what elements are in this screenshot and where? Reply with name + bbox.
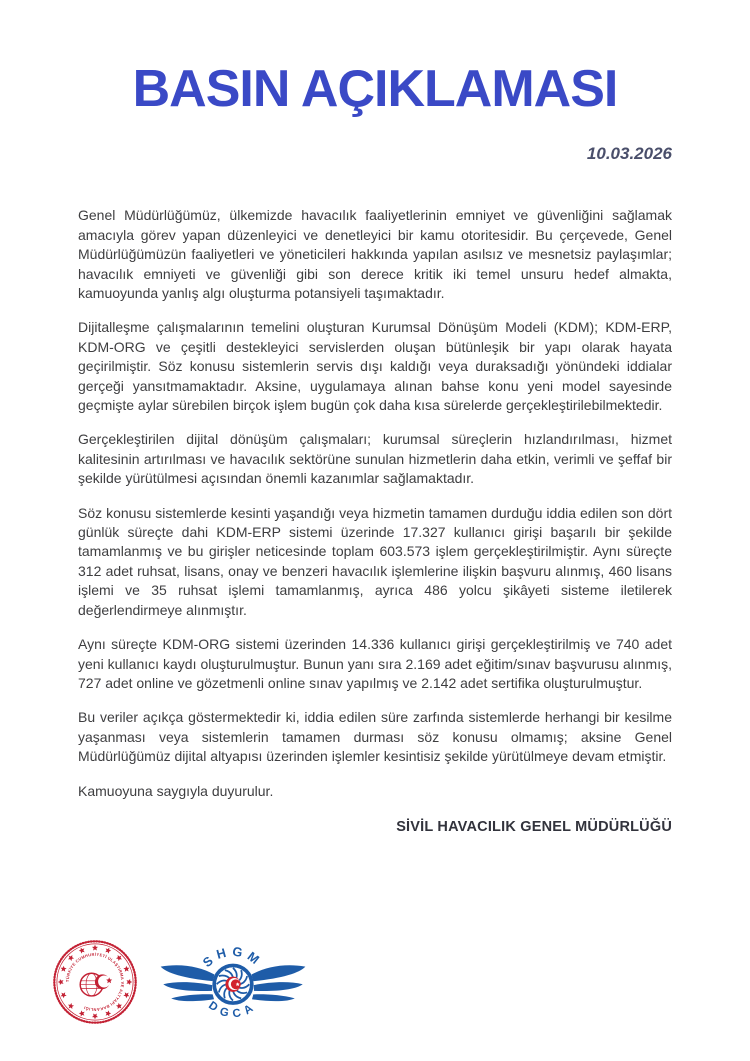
body-text (78, 206, 672, 801)
shgm-dgca-logo-icon (158, 940, 308, 1025)
seal-globe-crescent (80, 973, 112, 996)
paragraph-2: Dijitalleşme çalışmalarının temelini oluşturan Kurumsal Dönüşüm Modeli (KDM); KDM-ERP, KDM-ORG ve çeşitli destekleyici servislerden oluşan bütünleşik bir yapı olarak hayata geçirilmiştir. Söz konusu sistemlerin servis dışı kaldığı veya duraksadığı yönündeki iddialar gerçeği yansıtmamaktadır. Aksine, uygulamaya alınan bahse konu yeni model sayesinde geçmişte aylar sürebilen birçok işlem bugün çok daha kısa sürelerde gerçekleştirilebilmektedir. (78, 319, 672, 414)
wing-left (161, 965, 215, 1001)
paragraph-6: Bu veriler açıkça göstermektedir ki, iddia edilen süre zarfında sistemlerde herhangi bir kesilme yaşanması veya sistemlerin tamamen durması söz konusu olmamış; aksine Genel Müdürlüğümüz dijital altyapısı üzerinden işlemler kesintisiz şekilde yürütülmeye devam etmiştir. (78, 709, 672, 765)
paragraph-3: Gerçekleştirilen dijital dönüşüm çalışmaları; kurumsal süreçlerin hızlandırılması, hizmet kalitesinin artırılması ve havacılık sektörüne sunulan hizmetlerin daha etkin, verimli ve şeffaf bir şekilde yürütülmesi açısından önemli kazanımlar sağlamaktadır. (78, 431, 672, 487)
footer-logos (52, 936, 308, 1028)
paragraph-5: Aynı süreçte KDM-ORG sistemi üzerinden 14.336 kullanıcı girişi gerçekleştirilmiş ve 740 adet yeni kullanıcı kaydı oluşturulmuştur. Bunun yanı sıra 2.169 adet eğitim/sınav başvurusu alınmış, 727 adet online ve gözetmenli online sınav yapılmış ve 2.142 adet sertifika oluşturulmuştur. (78, 636, 672, 691)
seal-ring-text: TÜRKİYE CUMHURİYETİ ULAŞTIRMA VE ALTYAPI BAKANLIĞI (64, 951, 126, 1013)
ministry-of-transport-seal-icon (52, 936, 138, 1028)
shgm-text: SHGM (199, 942, 267, 970)
signature: SİVİL HAVACILIK GENEL MÜDÜRLÜĞÜ (396, 818, 672, 835)
crescent-star-hub (225, 976, 240, 991)
paragraph-4: Söz konusu sistemlerde kesinti yaşandığı veya hizmetin tamamen durduğu iddia edilen son dört günlük süreçte dahi KDM-ERP sistemi üzerinde 17.327 kullanıcı girişi başarılı bir şekilde tamamlanmış ve bu girişler neticesinde toplam 603.573 işlem gerçekleştirilmiştir. Aynı süreçte 312 adet ruhsat, lisans, onay ve benzeri havacılık işlemlerine ilişkin başvuru alınmış, 460 lisans işlemi ve 35 ruhsat işlemi tamamlanmış, ayrıca 486 yolcu şikâyeti sisteme iletilerek değerlendirmeye alınmıştır. (78, 504, 672, 618)
wing-right (252, 965, 306, 1001)
paragraph-1: Genel Müdürlüğümüz, ülkemizde havacılık faaliyetlerinin emniyet ve güvenliğini sağlamak amacıyla görev yapan düzenleyici ve denetleyici bir kamu otoritesidir. Bu çerçevede, Genel Müdürlüğümüzün faaliyetleri ve yöneticileri hakkında yapılan asılsız ve mesnetsiz paylaşımlar; havacılık emniyeti ve güvenliği gibi son derece kritik iki temel unsuru hedef almakta, kamuoyunda yanlış algı oluşturma potansiyeli taşımaktadır. (78, 207, 672, 302)
date-text: 10.03.2026 (586, 144, 672, 164)
page-title: BASIN AÇIKLAMASI (132, 60, 618, 118)
dgca-text: DGCA (206, 999, 260, 1021)
paragraph-7: Kamuoyuna saygıyla duyurulur. (78, 782, 274, 799)
turbine-engine (214, 965, 252, 1003)
